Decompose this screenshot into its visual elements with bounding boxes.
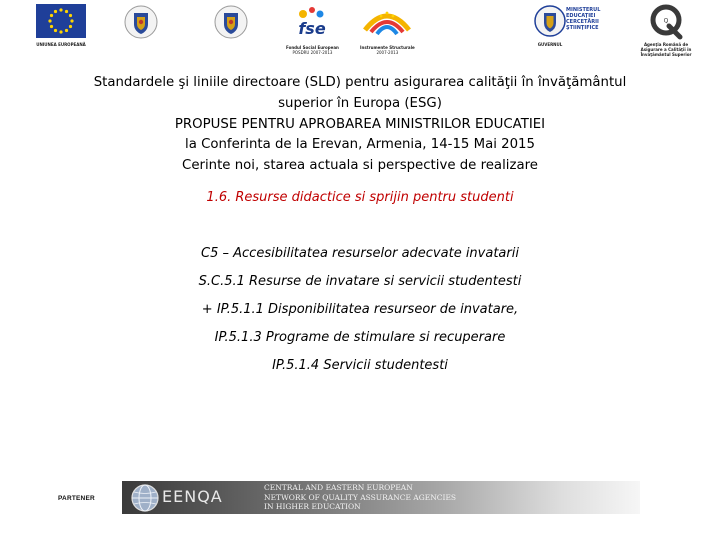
- ministry-line-4: ŞTIINŢIFICE: [566, 25, 599, 31]
- heading-line-1: Standardele şi liniile directoare (SLD) pentru asigurarea calităţii în învăţământul: [93, 75, 627, 90]
- eu-logo: [36, 4, 86, 47]
- partner-label: PARTENER: [58, 495, 95, 502]
- seal-caption: GUVERNUL: [537, 42, 563, 47]
- q-letter: Q: [663, 17, 669, 25]
- section-subtitle: 1.6. Resurse didactice si sprijin pentru studenti: [206, 190, 514, 205]
- coat-of-arms-icon: [214, 4, 248, 40]
- network-line-3: IN HIGHER EDUCATION: [264, 502, 361, 511]
- criteria-line-3: + IP.5.1.1 Disponibilitatea resurseor de invatare,: [201, 302, 519, 317]
- heading-line-4: la Conferinta de la Erevan, Armenia, 14-15 Mai 2015: [185, 137, 535, 153]
- coat-of-arms-icon: [534, 4, 566, 38]
- network-line-1: CENTRAL AND EASTERN EUROPEAN: [264, 483, 413, 492]
- aracis-caption-2: Asigurare a Calităţii în: [640, 47, 692, 52]
- heading-line-5: Cerinte noi, starea actuala si perspective de realizare: [182, 158, 538, 174]
- fse-caption-1: Fondul Social European: [286, 45, 339, 50]
- eu-flag-icon: [36, 4, 86, 38]
- romania-logo-1: [124, 4, 158, 40]
- romania-logo-2: [214, 4, 248, 40]
- ceenqa-brand: EENQA: [162, 487, 223, 506]
- fse-mark: fse: [298, 19, 327, 38]
- criteria-line-4: IP.5.1.3 Programe de stimulare si recuperare: [214, 330, 506, 345]
- government-seal: [534, 4, 566, 47]
- heading-line-3: PROPUSE PENTRU APROBAREA MINISTRILOR EDUCATIEI: [174, 116, 546, 132]
- ministry-line-1: MINISTERUL: [566, 7, 601, 13]
- coat-of-arms-icon: [124, 4, 158, 40]
- criteria-line-5: IP.5.1.4 Servicii studentesti: [272, 358, 448, 373]
- heading-line-2: superior în Europa (ESG): [278, 95, 442, 111]
- aracis-logo: [640, 4, 692, 57]
- ministry-line-2: EDUCAŢIEI: [566, 13, 596, 19]
- ministry-line-3: CERCETĂRII: [566, 19, 599, 25]
- logo-strip: [0, 0, 720, 72]
- structural-caption-1: Instrumente Structurale: [360, 45, 415, 50]
- criteria-line-2: S.C.5.1 Resurse de invatare si servicii studentesti: [198, 274, 522, 289]
- structural-funds-icon: [361, 4, 413, 42]
- network-line-2: NETWORK OF QUALITY ASSURANCE AGENCIES: [264, 492, 457, 502]
- network-name: [264, 483, 456, 512]
- quality-q-icon: [649, 4, 683, 40]
- aracis-caption-3: Învăţământul Superior: [640, 52, 692, 57]
- structural-caption-2: 2007-2013: [376, 50, 399, 55]
- globe-icon: [130, 483, 160, 513]
- document-heading: [30, 73, 690, 177]
- structural-logo: [360, 4, 415, 55]
- ceenqa-banner: [122, 481, 640, 514]
- fse-caption-2: POSDRU 2007-2013: [292, 50, 333, 55]
- criteria-line-1: C5 – Accesibilitatea resurselor adecvate invatarii: [201, 246, 519, 261]
- ministry-name: [566, 7, 610, 31]
- fse-logo: [286, 4, 339, 55]
- eu-caption: UNIUNEA EUROPEANĂ: [36, 42, 86, 47]
- aracis-caption-1: Agenţia Română de: [643, 42, 689, 47]
- fse-logo-icon: [289, 4, 335, 42]
- criteria-list: [0, 240, 720, 380]
